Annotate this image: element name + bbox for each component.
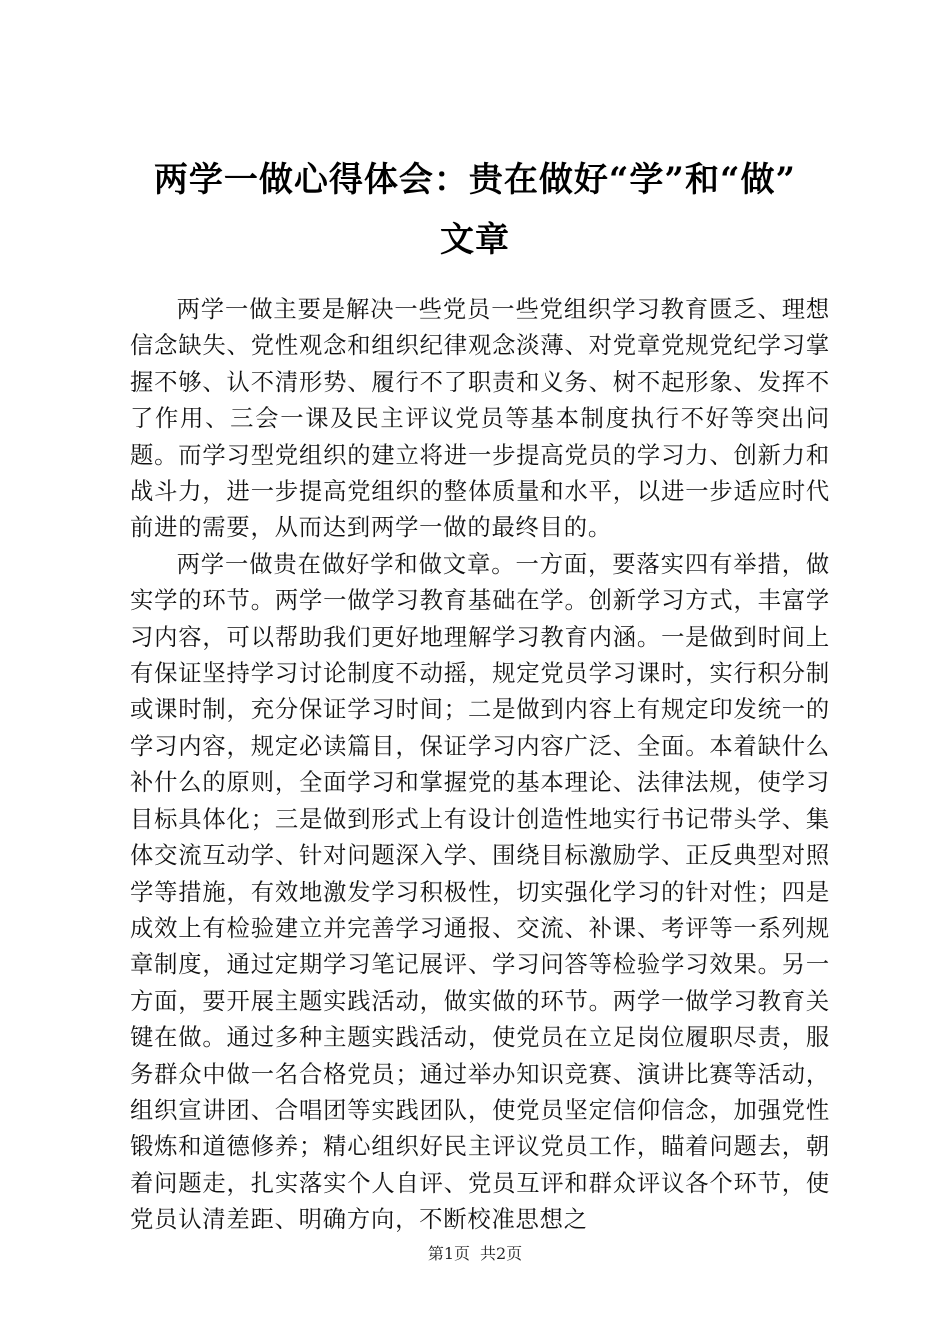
document-title-line-1: 两学一做心得体会：贵在做好“学”和“做” [153, 160, 797, 200]
page-total: 共2页 [480, 1244, 523, 1263]
paragraph-1: 两学一做主要是解决一些党员一些党组织学习教育匮乏、理想信念缺失、党性观念和组织纪律观念淡薄、对党章党规党纪学习掌握不够、认不清形势、履行不了职责和义务、树不起形象、发挥不了作用、三会一课及民主评议党员等基本制度执行不好等突出问题。而学习型党组织的建立将进一步提高党员的学习力、创新力和战斗力，进一步提高党组织的整体质量和水平，以进一步适应时代前进的需要，从而达到两学一做的最终目的。 [130, 296, 830, 542]
page-number: 第1页 [427, 1244, 470, 1263]
page-footer [0, 1244, 950, 1264]
document-title-line-2: 文章 [440, 220, 510, 260]
document-body [130, 292, 830, 1239]
paragraph-2: 两学一做贵在做好学和做文章。一方面，要落实四有举措，做实学的环节。两学一做学习教育基础在学。创新学习方式，丰富学习内容，可以帮助我们更好地理解学习教育内涵。一是做到时间上有保证坚持学习讨论制度不动摇，规定党员学习课时，实行积分制或课时制，充分保证学习时间；二是做到内容上有规定印发统一的学习内容，规定必读篇目，保证学习内容广泛、全面。本着缺什么补什么的原则，全面学习和掌握党的基本理论、法律法规，使学习目标具体化；三是做到形式上有设计创造性地实行书记带头学、集体交流互动学、针对问题深入学、围绕目标激励学、正反典型对照学等措施，有效地激发学习积极性，切实强化学习的针对性；四是成效上有检验建立并完善学习通报、交流、补课、考评等一系列规章制度，通过定期学习笔记展评、学习问答等检验学习效果。另一方面，要开展主题实践活动，做实做的环节。两学一做学习教育关键在做。通过多种主题实践活动，使党员在立足岗位履职尽责，服务群众中做一名合格党员；通过举办知识竞赛、演讲比赛等活动，组织宣讲团、合唱团等实践团队，使党员坚定信仰信念，加强党性锻炼和道德修养；精心组织好民主评议党员工作，瞄着问题去，朝着问题走，扎实落实个人自评、党员互评和群众评议各个环节，使党员认清差距、明确方向，不断校准思想之 [130, 550, 830, 1234]
